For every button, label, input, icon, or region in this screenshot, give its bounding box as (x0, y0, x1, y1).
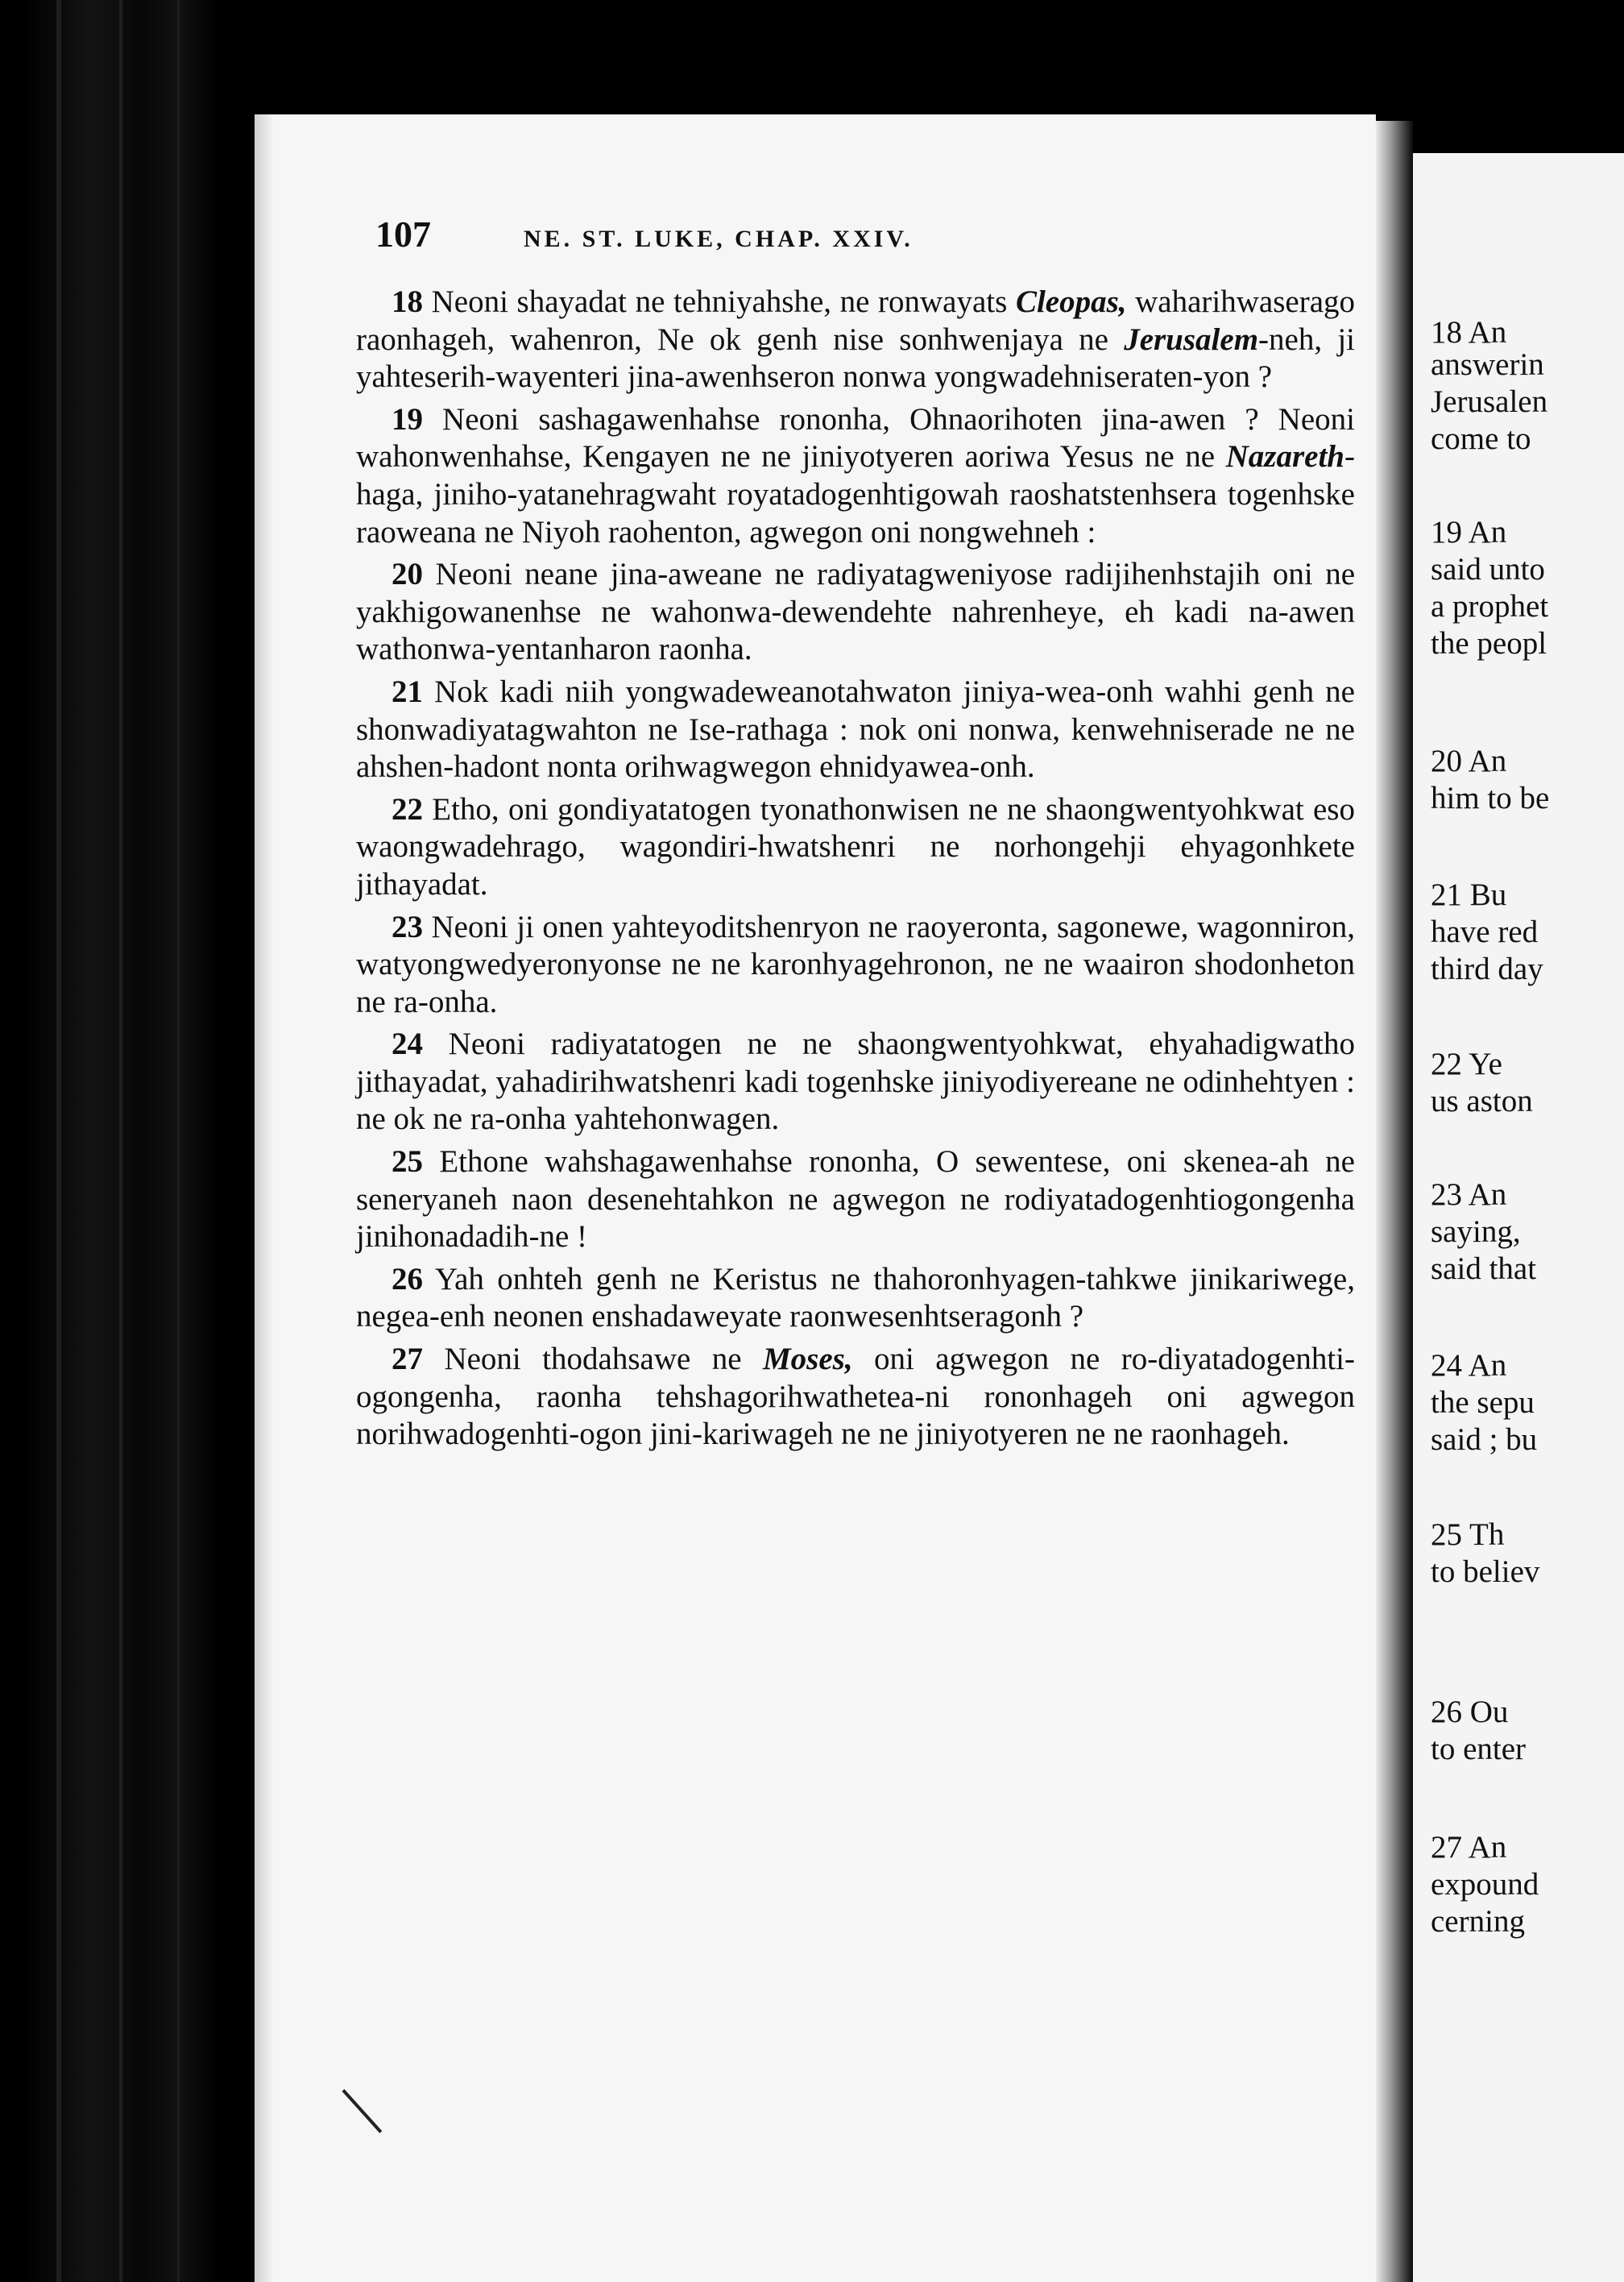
right-page-line: to believ (1431, 1554, 1540, 1589)
right-page-line: said that (1431, 1251, 1537, 1286)
verse-text: Neoni radiyatatogen ne ne shaongwentyohkwat, ehyahadigwatho jithayadat, yahadirihwatshenri kadi togenhske jiniyodiyereane ne odinhehtyen : ne ok ne ra-onha yahtehonwagen. (356, 1027, 1355, 1137)
right-page-line: have red (1431, 915, 1539, 949)
spine-edge-line (177, 0, 180, 2282)
verse-text: Neoni thodahsawe ne (423, 1342, 763, 1377)
right-page-line: 27 An (1431, 1830, 1507, 1865)
verse-text: Yah onhteh genh ne Keristus ne thahoronhyagen-tahkwe jinikariwege, negea-enh neonen enshadaweyate raonwesenhtseragonh ? (356, 1261, 1355, 1334)
verse-20 (356, 556, 1355, 669)
right-page-line: Jerusalen (1431, 384, 1548, 419)
verse-name-italic: Moses, (762, 1342, 853, 1377)
right-page-line: 23 An (1431, 1177, 1507, 1212)
left-page (255, 114, 1376, 2282)
right-page-line: 26 Ou (1431, 1695, 1509, 1729)
verse-text: -haga, jiniho-yatanehragwaht royatadogenhtigowah raoshatstenhsera togenhske raoweana ne Niyoh raohenton, agwegon oni nongwehneh : (356, 439, 1355, 550)
verse-number: 25 (392, 1144, 423, 1180)
spine-edge-line (56, 0, 61, 2282)
verse-name-italic: Cleopas, (1015, 284, 1127, 319)
right-page-line: 19 An (1431, 515, 1507, 550)
right-page-line: 18 An (1431, 315, 1507, 350)
right-page-line: 25 Th (1431, 1517, 1505, 1552)
right-page-line: expound (1431, 1867, 1539, 1902)
right-page-line: cerning (1431, 1904, 1525, 1939)
verse-number: 23 (392, 909, 423, 944)
verse-number: 21 (392, 674, 423, 709)
right-page-line: the peopl (1431, 626, 1547, 661)
right-page-line: 20 An (1431, 744, 1507, 778)
verse-number: 27 (392, 1342, 423, 1377)
right-page-line: him to be (1431, 781, 1550, 815)
verse-25 (356, 1143, 1355, 1256)
chapter-title: NE. ST. LUKE, CHAP. XXIV. (524, 226, 914, 252)
right-page-line: come to (1431, 421, 1531, 456)
verse-number: 20 (392, 557, 423, 592)
margin-mark (342, 2089, 383, 2134)
verse-23 (356, 909, 1355, 1022)
running-head (375, 213, 1374, 255)
verse-number: 19 (392, 401, 423, 437)
verse-number: 22 (392, 791, 423, 827)
verse-24 (356, 1026, 1355, 1139)
verse-text: Etho, oni gondiyatatogen tyonathonwisen ne ne shaongwentyohkwat eso waongwadehrago, wagondiri-hwatshenri ne norhongehji ehyagonhkete jithayadat. (356, 791, 1355, 902)
right-page-line: answerin (1431, 347, 1544, 382)
right-page-line: to enter (1431, 1732, 1527, 1766)
right-page-line: 24 An (1431, 1348, 1507, 1383)
verse-text: Ethone wahshagawenhahse rononha, O sewentese, oni skenea-ah ne seneryaneh naon desenehtahkon ne agwegon ne rodiyatadogenhtiogongenha jinihonadadih-ne ! (356, 1144, 1355, 1255)
verse-19 (356, 401, 1355, 551)
verse-27 (356, 1341, 1355, 1454)
verse-text: oni agwegon ne ro-diyatadogenhti-ogongenha, raonha tehshagorihwathetea-ni rononhageh oni agwegon norihwadogenhti-ogon jini-kariwageh ne ne jiniyotyeren ne ne raonhageh. (356, 1342, 1355, 1452)
right-page-cropped (1413, 153, 1624, 2282)
right-page-line: saying, (1431, 1214, 1521, 1249)
verse-text: Neoni sashagawenhahse rononha, Ohnaorihoten jina-awen ? Neoni wahonwenhahse, Kengayen ne ne jiniyotyeren aoriwa Yesus ne ne (356, 401, 1355, 475)
verse-text: Nok kadi niih yongwadeweanotahwaton jiniya-wea-onh wahhi genh ne shonwadiyatagwahton ne Ise-rathaga : nok oni nonwa, kenwehniserade ne ne ahshen-hadont nonta orihwagwegon ehnidyawea-onh. (356, 674, 1355, 785)
verse-22 (356, 791, 1355, 904)
verse-text: waharihwaserago raonhageh, wahenron, Ne ok genh nise sonhwenjaya ne (356, 284, 1356, 357)
page-number: 107 (375, 214, 431, 255)
right-page-line: the sepu (1431, 1385, 1535, 1420)
verse-name-italic: Jerusalem (1124, 322, 1259, 357)
verse-text: Neoni neane jina-aweane ne radiyatagweniyose radijihenhstajih oni ne yakhigowanenhse ne wahonwa-dewendehte nahrenheye, eh kadi na-awen wathonwa-yentanharon raonha. (356, 557, 1355, 667)
verse-text: Neoni ji onen yahteyoditshenryon ne raoyeronta, sagonewe, wagonniron, watyongwedyeronyonse ne ne karonhyagehronon, ne ne waairon shodonheton ne ra-onha. (356, 909, 1355, 1019)
verse-18 (356, 284, 1355, 396)
right-page-line: third day (1431, 952, 1543, 986)
right-page-line: said unto (1431, 552, 1545, 587)
verse-text: -neh, ji yahteserih-wayenteri jina-awenhseron nonwa yongwadehniseraten-yon ? (356, 322, 1355, 395)
spine-edge-line (119, 0, 122, 2282)
right-page-line: said ; bu (1431, 1422, 1538, 1457)
right-page-line: 22 Ye (1431, 1047, 1502, 1081)
book-spine (24, 0, 218, 2282)
verse-name-italic: Nazareth (1225, 439, 1344, 475)
verse-text: Neoni shayadat ne tehniyahshe, ne ronwayats (423, 284, 1016, 319)
verse-number: 24 (392, 1027, 423, 1062)
verse-number: 18 (392, 284, 423, 319)
verse-26 (356, 1261, 1355, 1336)
right-page-line: 21 Bu (1431, 878, 1507, 912)
verse-21 (356, 674, 1355, 786)
right-page-line: us aston (1431, 1084, 1533, 1118)
verse-text-block (356, 284, 1355, 1458)
right-page-line: a prophet (1431, 589, 1549, 624)
verse-number: 26 (392, 1261, 423, 1297)
page-gutter (1376, 121, 1413, 2282)
